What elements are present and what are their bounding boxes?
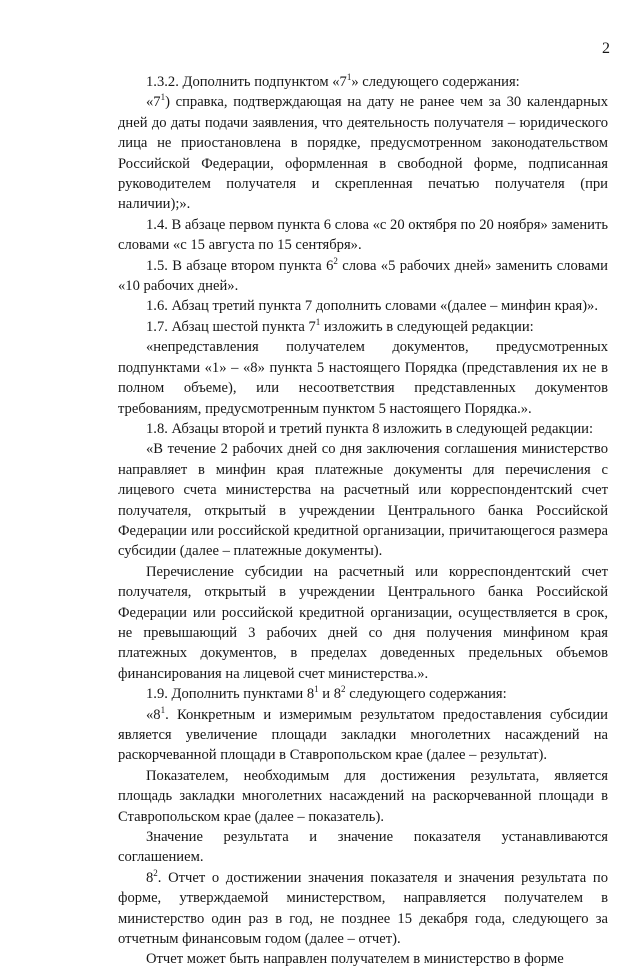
superscript: 2 <box>333 255 338 266</box>
text-run: . Отчет о достижении значения показателя и значения результата по форме, утверждаемой министерством, направляется получателем в министерство один раз в год, не позднее 15 декабря года, следующего за отчетным финансовым годом (далее – отчет). <box>118 869 608 948</box>
text-run: Значение результата и значение показателя устанавливаются соглашением. <box>118 829 608 866</box>
paragraph <box>118 72 608 92</box>
text-run: изложить в следующей редакции: <box>320 318 534 335</box>
paragraph <box>118 827 608 868</box>
text-run: 1.4. В абзаце первом пункта 6 слова «с 20 октября по 20 ноября» заменить словами «с 15 августа по 15 сентября». <box>118 216 608 254</box>
text-run: Показателем, необходимым для достижения результата, является площадь закладки многолетних насаждений на раскорчеванной площади в Ставропольском крае (далее – показатель). <box>118 767 608 825</box>
paragraph <box>118 705 608 766</box>
text-run: «В течение 2 рабочих дней со дня заключения соглашения министерство направляет в минфин края платежные документы для перечисления с лицевого счета министерства на расчетный или корреспондентский счет получателя, открытый в учреждении Центрального банка Российской Федерации или российской кредитной организации, причитающегося размера субсидии (далее – платежные документы). <box>118 441 608 560</box>
superscript: 1 <box>315 317 321 328</box>
text-run: 1.6. Абзац третий пункта 7 дополнить словами «(далее – минфин края)». <box>146 298 599 315</box>
paragraph <box>118 439 608 561</box>
paragraph <box>118 337 608 419</box>
text-run: 1.3.2. Дополнить подпунктом «7 <box>146 74 347 90</box>
page-number: 2 <box>602 40 610 57</box>
superscript: 2 <box>341 684 346 695</box>
paragraph <box>118 296 608 316</box>
text-run: «непредставления получателем документов, предусмотренных подпунктами «1» – «8» пункта 5 настоящего Порядка (представления их не в полном объеме), или несоответствия представленных документов требованиям, предусмотренным пунктом 5 настоящего Порядка.». <box>118 339 608 417</box>
paragraph <box>118 92 608 214</box>
paragraph <box>118 868 608 950</box>
superscript: 1 <box>160 704 166 715</box>
document-body <box>118 72 608 970</box>
text-run: 8 <box>146 869 154 886</box>
text-run: «8 <box>146 706 161 723</box>
superscript: 2 <box>153 867 158 878</box>
text-run: 1.8. Абзацы второй и третий пункта 8 изложить в следующей редакции: <box>146 420 594 437</box>
text-run: Перечисление субсидии на расчетный или корреспондентский счет получателя, открытый в учреждении Центрального банка Российской Федерации или российской кредитной организации, осуществляется в срок, не превышающий 3 рабочих дней со дня получения минфином края платежных документов, в пределах доведенных предельных объемов финансирования на лицевой счет министерства.». <box>118 563 608 682</box>
paragraph <box>118 684 608 704</box>
text-run: 1.5. В абзаце втором пункта 6 <box>146 257 334 274</box>
superscript: 1 <box>160 92 166 103</box>
text-run: «7 <box>146 94 161 111</box>
paragraph <box>118 949 608 969</box>
paragraph <box>118 419 608 439</box>
text-run: слова «5 рабочих дней» заменить словами «10 рабочих дней». <box>118 257 608 295</box>
text-run: . Конкретным и измеримым результатом предоставления субсидии является увеличение площади закладки многолетних насаждений на раскорчеванной площади в Ставропольском крае (далее – результат). <box>118 706 608 764</box>
paragraph <box>118 562 608 684</box>
paragraph <box>118 317 608 337</box>
text-run: ) справка, подтверждающая на дату не ранее чем за 30 календарных дней до даты подачи заявления, что деятельность получателя – юридического лица не приостановлена в порядке, предусмотренном законодательством Российской Федерации, оформленная в свободной форме, подписанная руководителем получателя и скрепленная печатью получателя (при наличии);». <box>118 94 608 213</box>
superscript: 1 <box>346 72 352 83</box>
text-run: Отчет может быть направлен получателем в министерство в форме <box>146 951 564 968</box>
paragraph <box>118 766 608 827</box>
text-run: » следующего содержания: <box>351 74 520 90</box>
text-run: 1.9. Дополнить пунктами 8 <box>146 686 315 703</box>
text-run: 1.7. Абзац шестой пункта 7 <box>146 318 316 335</box>
paragraph <box>118 215 608 256</box>
paragraph <box>118 256 608 297</box>
text-run: следующего содержания: <box>345 686 507 703</box>
superscript: 1 <box>314 684 319 695</box>
text-run: и 8 <box>318 686 342 703</box>
